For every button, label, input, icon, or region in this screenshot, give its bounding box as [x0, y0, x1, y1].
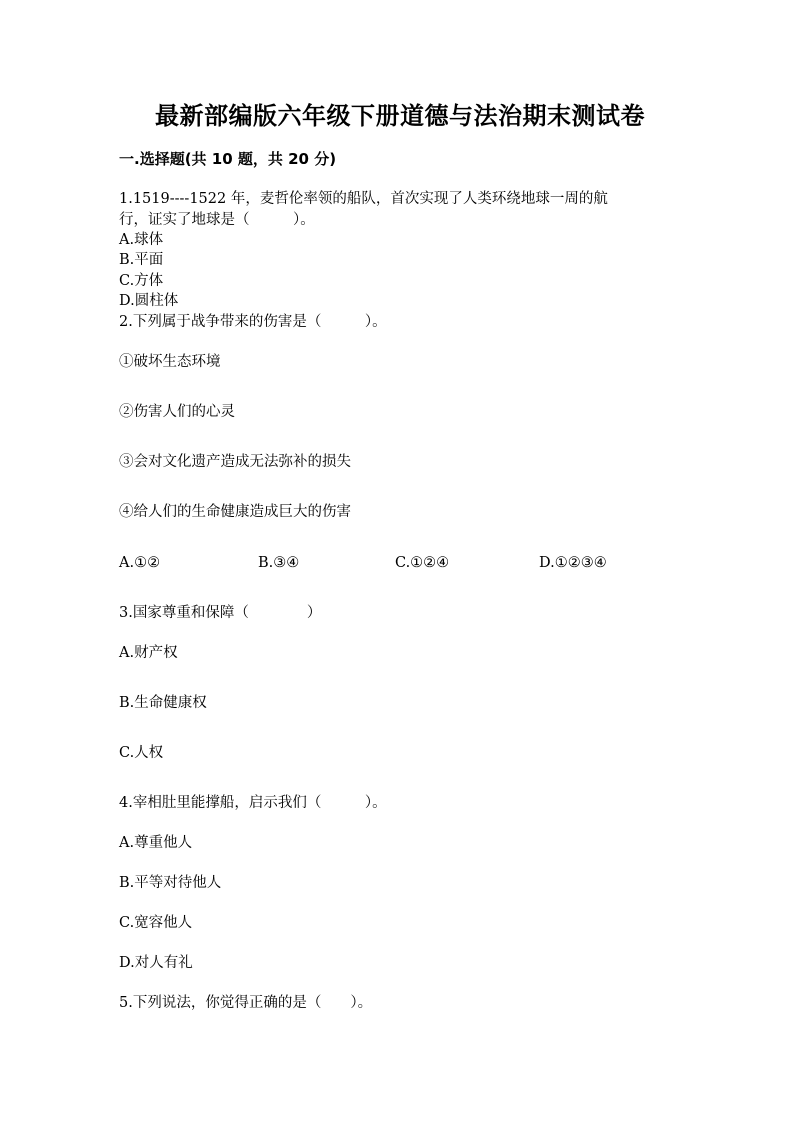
- q2-option-a: A.①②: [119, 555, 161, 571]
- q2-stem: 2.下列属于战争带来的伤害是（ ）。: [119, 314, 387, 330]
- q2-option-b: B.③④: [258, 555, 300, 571]
- q4-option-a: A.尊重他人: [119, 835, 193, 851]
- q2-statement-1: ①破坏生态环境: [119, 354, 221, 370]
- section-heading: 一.选择题(共 10 题，共 20 分): [119, 150, 337, 168]
- q3-stem: 3.国家尊重和保障（ ）: [119, 605, 322, 621]
- q1-option-b: B.平面: [119, 252, 164, 268]
- q1-option-c: C.方体: [119, 273, 164, 289]
- q1-option-d: D.圆柱体: [119, 293, 179, 309]
- q2-option-d: D.①②③④: [539, 555, 607, 571]
- q2-statement-4: ④给人们的生命健康造成巨大的伤害: [119, 504, 351, 520]
- q4-option-c: C.宽容他人: [119, 915, 193, 931]
- q5-stem: 5.下列说法，你觉得正确的是（ ）。: [119, 995, 373, 1011]
- q3-option-c: C.人权: [119, 745, 164, 761]
- q4-stem: 4.宰相肚里能撑船，启示我们（ ）。: [119, 795, 387, 811]
- q4-option-b: B.平等对待他人: [119, 875, 222, 891]
- q2-statement-3: ③会对文化遗产造成无法弥补的损失: [119, 454, 351, 470]
- q1-stem-line1: 1.1519----1522 年，麦哲伦率领的船队，首次实现了人类环绕地球一周的航: [119, 191, 608, 207]
- q3-option-a: A.财产权: [119, 645, 178, 661]
- page-title: 最新部编版六年级下册道德与法治期末测试卷: [155, 102, 645, 130]
- q1-stem-line2: 行，证实了地球是（ ）。: [119, 212, 315, 228]
- q1-option-a: A.球体: [119, 232, 164, 248]
- q2-option-c: C.①②④: [395, 555, 450, 571]
- q3-option-b: B.生命健康权: [119, 695, 207, 711]
- q2-statement-2: ②伤害人们的心灵: [119, 404, 235, 420]
- q4-option-d: D.对人有礼: [119, 955, 193, 971]
